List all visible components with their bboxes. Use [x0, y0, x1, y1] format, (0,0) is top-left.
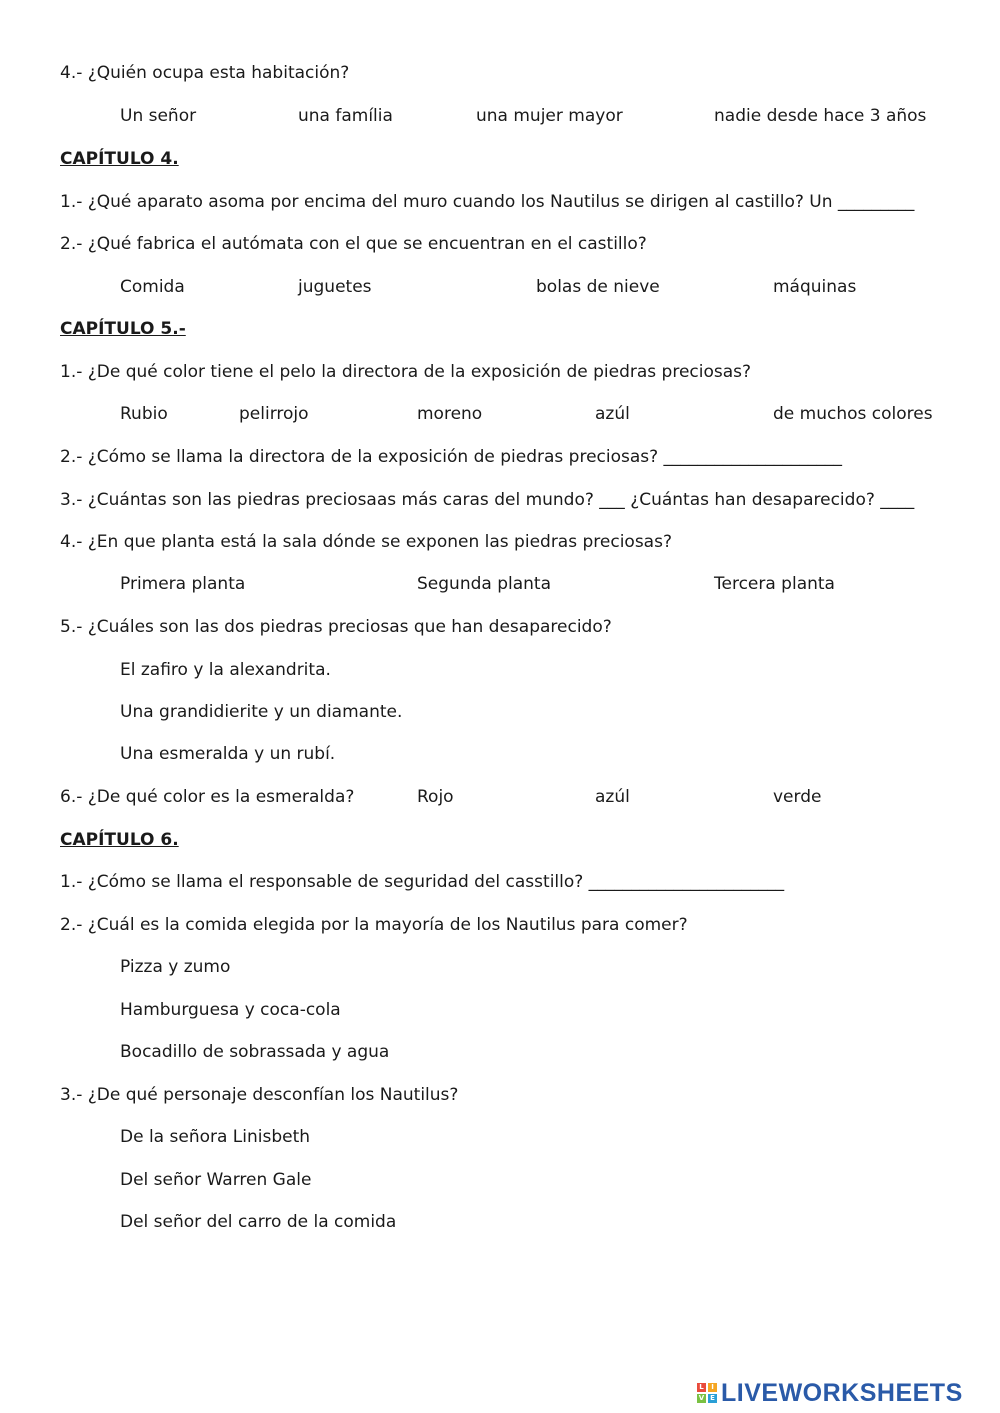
option[interactable]: Primera planta [120, 574, 246, 594]
chapter-heading: CAPÍTULO 6. [60, 830, 179, 850]
option[interactable]: azúl [595, 787, 630, 807]
question-text: 4.- ¿En que planta está la sala dónde se exponen las piedras preciosas? [60, 532, 672, 552]
option[interactable]: Una esmeralda y un rubí. [120, 744, 336, 764]
option[interactable]: juguetes [298, 277, 372, 297]
option[interactable]: De la señora Linisbeth [120, 1127, 311, 1147]
question-text: 1.- ¿De qué color tiene el pelo la directora de la exposición de piedras preciosas? [60, 362, 752, 382]
question-text: 2.- ¿Cómo se llama la directora de la exposición de piedras preciosas? _____________________ [60, 447, 843, 467]
chapter-heading: CAPÍTULO 5.- [60, 319, 186, 339]
option[interactable]: una família [298, 106, 393, 126]
question-text: 4.- ¿Quién ocupa esta habitación? [60, 63, 350, 83]
option[interactable]: moreno [417, 404, 483, 424]
logo-mark-letter: I [708, 1383, 717, 1392]
option[interactable]: Tercera planta [714, 574, 835, 594]
option[interactable]: azúl [595, 404, 630, 424]
question-text: 3.- ¿De qué personaje desconfían los Nautilus? [60, 1085, 459, 1105]
question-text: 3.- ¿Cuántas son las piedras preciosaas más caras del mundo? ___ ¿Cuántas han desaparecido? ____ [60, 490, 915, 510]
option[interactable]: de muchos colores [773, 404, 933, 424]
option[interactable]: Rubio [120, 404, 168, 424]
question-text: 2.- ¿Qué fabrica el autómata con el que se encuentran en el castillo? [60, 234, 647, 254]
logo-text: LIVEWORKSHEETS [721, 1378, 963, 1407]
logo-mark-letter: L [697, 1383, 706, 1392]
question-text: 5.- ¿Cuáles son las dos piedras preciosas que han desaparecido? [60, 617, 612, 637]
liveworksheets-logo[interactable] [697, 1378, 963, 1408]
option[interactable]: Bocadillo de sobrassada y agua [120, 1042, 390, 1062]
option[interactable]: Segunda planta [417, 574, 551, 594]
option[interactable]: verde [773, 787, 822, 807]
option[interactable]: Rojo [417, 787, 454, 807]
option[interactable]: máquinas [773, 277, 857, 297]
question-text: 1.- ¿Qué aparato asoma por encima del muro cuando los Nautilus se dirigen al castillo? Un _________ [60, 192, 915, 212]
option[interactable]: pelirrojo [239, 404, 309, 424]
question-text: 6.- ¿De qué color es la esmeralda? [60, 787, 355, 807]
option[interactable]: una mujer mayor [476, 106, 623, 126]
logo-mark-letter: E [708, 1394, 717, 1403]
option[interactable]: bolas de nieve [536, 277, 660, 297]
option[interactable]: Comida [120, 277, 185, 297]
option[interactable]: Hamburguesa y coca-cola [120, 1000, 341, 1020]
liveworksheets-logo-icon [697, 1383, 717, 1403]
question-text: 2.- ¿Cuál es la comida elegida por la mayoría de los Nautilus para comer? [60, 915, 688, 935]
question-text: 1.- ¿Cómo se llama el responsable de seguridad del casstillo? _______________________ [60, 872, 785, 892]
option[interactable]: Pizza y zumo [120, 957, 231, 977]
option[interactable]: nadie desde hace 3 años [714, 106, 927, 126]
option[interactable]: Un señor [120, 106, 197, 126]
option[interactable]: El zafiro y la alexandrita. [120, 660, 331, 680]
chapter-heading: CAPÍTULO 4. [60, 149, 179, 169]
option[interactable]: Del señor del carro de la comida [120, 1212, 397, 1232]
option[interactable]: Del señor Warren Gale [120, 1170, 312, 1190]
logo-mark-letter: V [698, 1394, 705, 1402]
option[interactable]: Una grandidierite y un diamante. [120, 702, 403, 722]
